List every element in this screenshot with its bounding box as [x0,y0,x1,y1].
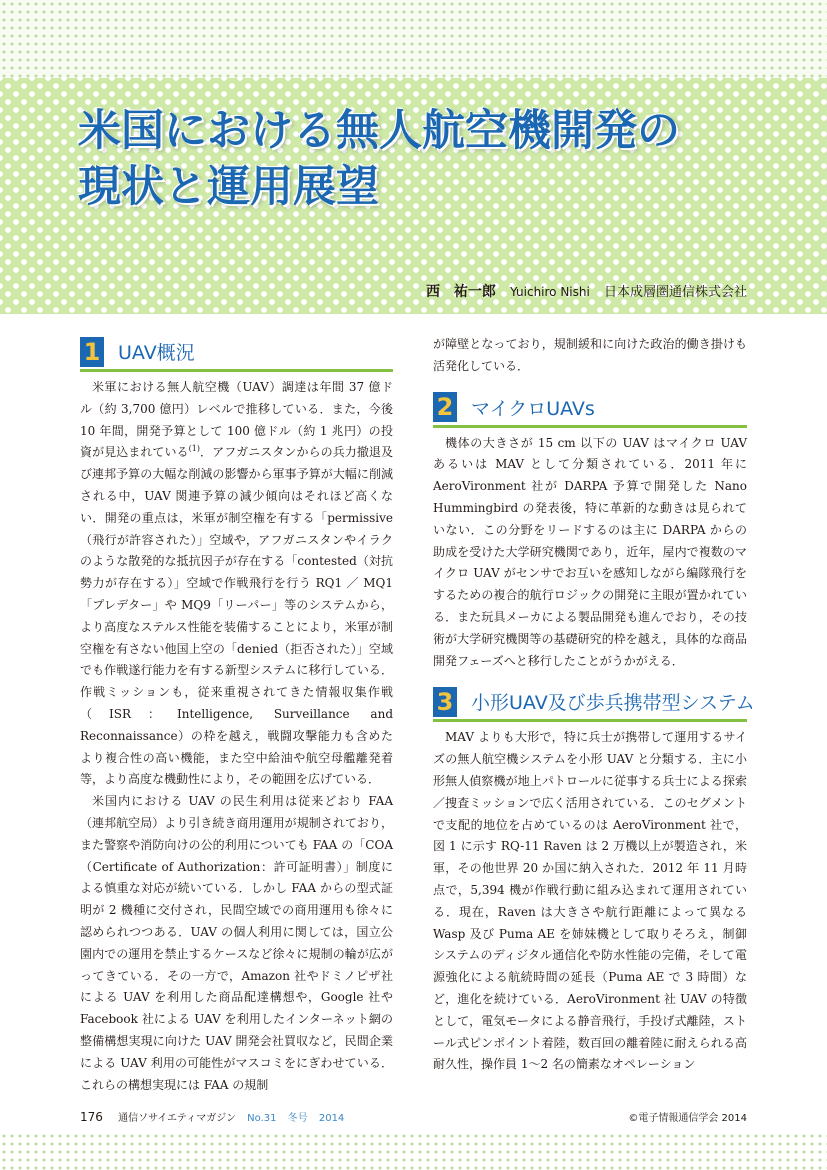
article-title-line-1: 米国における無人航空機開発の [78,106,680,156]
issue-number: No.31 [247,1113,277,1124]
page-footer [80,1109,747,1124]
issue-season: 冬号 [287,1113,308,1124]
section-3-number: 3 [433,687,457,717]
top-dot-band [0,0,827,78]
article-title-line-2: 現状と運用展望 [78,162,379,212]
section-1-paragraph-2-continued: が障壁となっており，規制緩和に向けた政治的働き掛けも活発化している． [433,337,747,373]
author-line [426,281,747,301]
section-2-heading [433,390,747,428]
author-name-jp: 西 祐一郎 [425,284,496,300]
magazine-name: 通信ソサイエティマガジン [118,1113,236,1124]
section-1-heading [80,334,393,372]
section-3-title: 小形UAV及び歩兵携帯型システム [471,692,755,715]
author-affiliation: 日本成層圏通信株式会社 [603,285,747,300]
section-3-paragraph-1: MAV よりも大形で，特に兵士が携帯して運用するサイズの無人航空機システムを小形 UAV と分類する．主に小形無人偵察機が地上パトロールに従事する兵士による探索／捜査ミッションで広く活用されている．このセグメントで支配的地位を占めているのは AeroVironment 社で，図 1 に示す RQ-11 Raven は 2 万機以上が製造され，米軍，その他世界 20 か国に納入された．2012 年 11 月時点で，5,394 機が作戦行動に組み込まれて運用されている．現在，Raven は大きさや航行距離によって異なる Wasp 及び Puma AE を姉妹機として取りそろえ，制御システムのディジタル通信化や防水性能の完備，そして電源強化による航続時間の延長（Puma AE で 3 時間）など，進化を続けている．AeroVironment 社 UAV の特徴として，電気モータによる静音飛行，手投げ式離陸，ストール式ピンポイント着陸，数百回の離着陸に耐えられる高耐久性，操作員 1～2 名の簡素なオペレーション [433,730,747,1072]
reference-1[interactable]: (1) [188,444,200,454]
section-1-number: 1 [80,337,104,367]
section-2-number: 2 [433,392,457,422]
left-column [80,334,393,1094]
section-1-title: UAV概況 [118,342,195,364]
copyright: ©電子情報通信学会 2014 [628,1113,747,1124]
section-2-paragraph-1: 機体の大きさが 15 cm 以下の UAV はマイクロ UAV あるいは MAV として分類されている．2011 年に AeroVironment 社が DARPA 予算で開発した Nano Hummingbird の発表後，特に革新的な動きは見られていない．この分野をリードするのは主に DARPA からの助成を受けた大学研究機関であり，近年，屋内で複数のマイクロ UAV がセンサでお互いを感知しながら編隊飛行をするための複合的航行ロジックの開発に主眼が置かれている．また玩具メーカによる製品開発も進んでおり，その技術が大学研究機関等の基礎研究的枠を越え，具体的な商品開発フェーズへと移行したことがうかがえる． [433,435,747,668]
bottom-dot-band [0,1132,827,1170]
section-2-title: マイクロUAVs [471,397,595,420]
issue-year: 2014 [318,1113,345,1124]
author-name-en: Yuichiro Nishi [510,285,590,299]
section-1-paragraph-1: 米軍における無人航空機（UAV）調達は年間 37 億ドル（約 3,700 億円）レベルで推移している．また，今後 10 年間，開発予算として 100 億ドル（約 1 兆円）の投資が見込まれている$^{(1)}$．アフガニスタンからの兵力撤退及び連邦予算の大幅な削減の影響から軍事予算が大幅に削減される中，UAV 関連予算の減少傾向はそれほど高くない．開発の重点は，米軍が制空権を有する「permissive（飛行が許容された）」空域や，アフガニスタンやイラクのような散発的な抵抗因子が存在する「contested（対抗勢力が存在する）」空域で作戦飛行を行う RQ1 ／ MQ1「プレデター」や MQ9「リーパー」等のシステムから，より高度なステルス性能を装備することにより，米軍が制空権を有さない他国上空の「denied（拒否された）」空域でも作戦遂行能力を有する新型システムに移行している．作戦ミッションも，従来重視されてきた情報収集作戦（ISR：Intelligence, Surveillance and Reconnaissance）の枠を越え，戦闘攻撃能力も含めたより複合性の高い機能，また空中給油や航空母艦離発着等，より高度な機動性により，その範囲を広げている． [80,380,393,787]
section-1-paragraph-2: 米国内における UAV の民生利用は従来どおり FAA（連邦航空局）より引き続き商用運用が規制されており，また警察や消防向けの公的利用についても FAA の「COA（Certificate of Authorization：許可証明書）」制度による慎重な対応が続いている．しかし FAA からの型式証明が 2 機種に交付され，民間空域での商用運用も徐々に認められつつある．UAV の個人利用に関しては，国立公園内での運用を禁止するケースなど徐々に規制の輪が広がってきている．その一方で，Amazon 社やドミノピザ社による UAV を利用した商品配達構想や，Google 社や Facebook 社による UAV を利用したインターネット網の整備構想実現に向けた UAV 開発会社買収など，民間企業による UAV 利用の可能性がマスコミをにぎわせている．これらの構想実現には FAA の規制 [80,794,393,1092]
page-number: 176 [80,1110,103,1124]
right-column [433,334,755,1094]
section-3-heading [433,684,755,722]
